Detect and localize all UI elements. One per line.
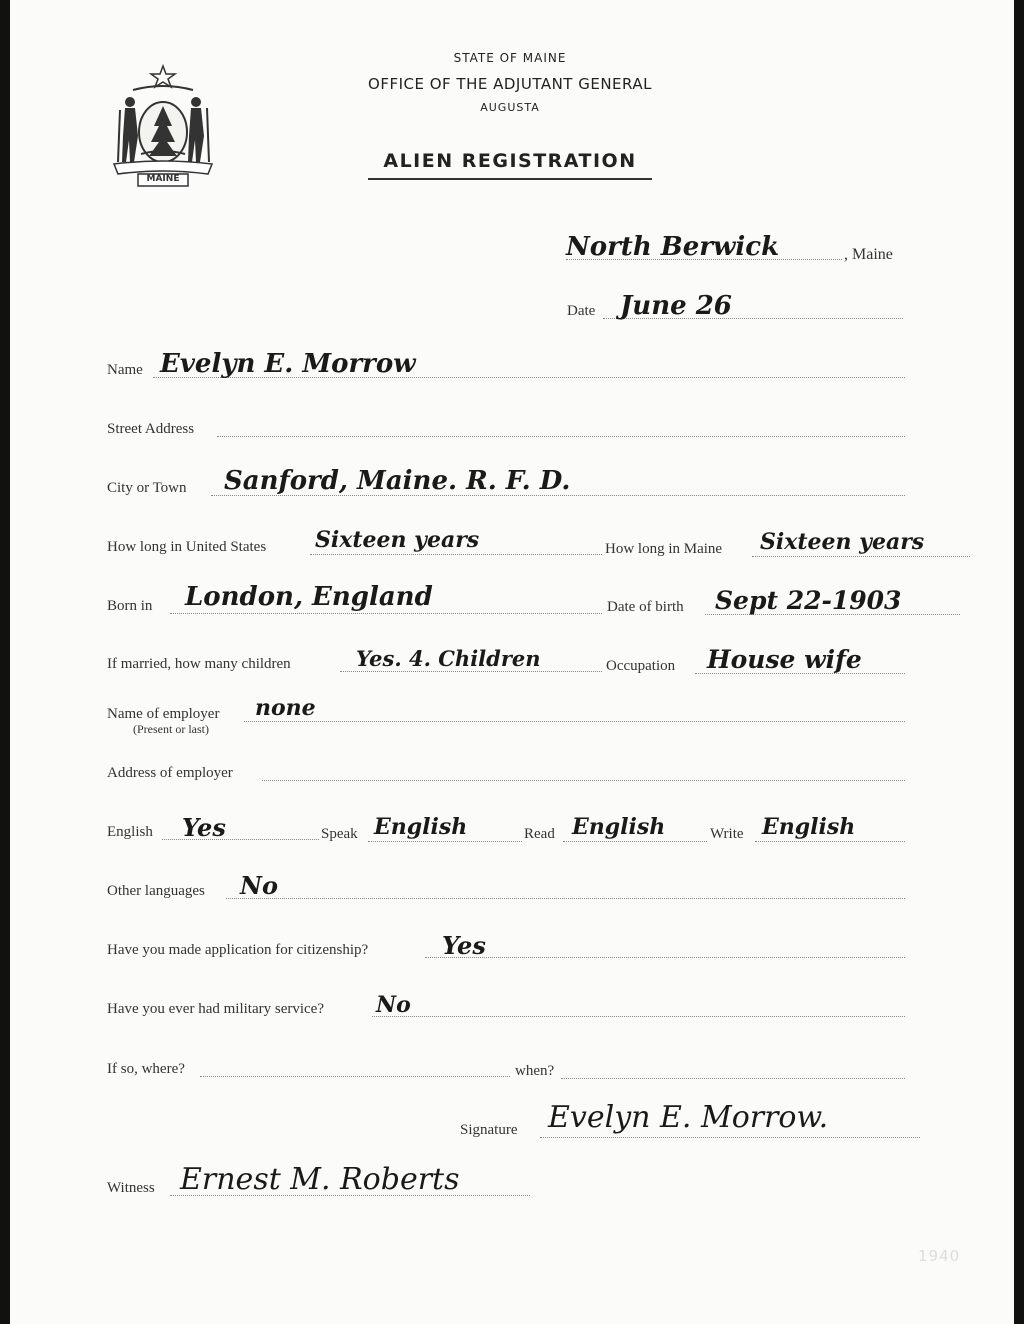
name-label: Name <box>107 362 143 378</box>
english-value: Yes <box>182 813 226 842</box>
us-years-value: Sixteen years <box>315 527 480 553</box>
location-line <box>566 259 842 260</box>
employer-address-line <box>262 780 905 781</box>
occupation-label: Occupation <box>606 658 676 674</box>
military-line <box>372 1016 905 1017</box>
other-languages-line <box>226 898 905 899</box>
born-in-label: Born in <box>107 598 153 614</box>
other-languages-label: Other languages <box>107 883 205 899</box>
state-seal-icon <box>108 62 218 188</box>
signature-label: Signature <box>460 1122 518 1138</box>
write-label: Write <box>710 826 744 842</box>
dob-value: Sept 22-1903 <box>715 586 902 615</box>
form-title: ALIEN REGISTRATION <box>383 150 637 172</box>
date-value: June 26 <box>620 291 732 321</box>
maine-years-line <box>752 556 970 557</box>
children-label: If married, how many children <box>107 656 291 672</box>
date-label: Date <box>567 303 596 319</box>
write-value: English <box>762 814 856 840</box>
title-underline <box>368 178 652 180</box>
maine-years-label: How long in Maine <box>605 541 723 557</box>
street-line <box>217 436 905 437</box>
witness-label: Witness <box>107 1180 155 1196</box>
employer-address-label: Address of employer <box>107 765 233 781</box>
where-label: If so, where? <box>107 1061 185 1077</box>
when-line <box>561 1078 905 1079</box>
military-label: Have you ever had military service? <box>107 1001 324 1017</box>
citizenship-line <box>425 957 905 958</box>
speak-line <box>368 841 522 842</box>
english-label: English <box>107 824 153 840</box>
dob-label: Date of birth <box>607 599 684 615</box>
witness-value: Ernest M. Roberts <box>180 1162 460 1197</box>
other-languages-value: No <box>240 871 278 900</box>
born-in-line <box>170 613 602 614</box>
city-heading: AUGUSTA <box>480 101 540 114</box>
children-line <box>340 671 602 672</box>
signature-line <box>540 1137 920 1138</box>
speak-label: Speak <box>321 826 358 842</box>
citizenship-value: Yes <box>442 931 486 960</box>
employer-sublabel: (Present or last) <box>133 722 209 736</box>
read-value: English <box>572 814 666 840</box>
us-years-label: How long in United States <box>107 539 267 555</box>
write-line <box>755 841 905 842</box>
name-value: Evelyn E. Morrow <box>160 349 416 379</box>
signature-value: Evelyn E. Morrow. <box>548 1100 829 1135</box>
read-label: Read <box>524 826 555 842</box>
military-value: No <box>376 992 411 1018</box>
registration-form <box>10 0 1014 1324</box>
location-state-label: , Maine <box>844 246 893 263</box>
employer-value: none <box>255 695 316 721</box>
when-label: when? <box>515 1063 555 1079</box>
occupation-value: House wife <box>707 645 862 674</box>
children-value: Yes. 4. Children <box>356 646 541 671</box>
employer-line <box>244 721 905 722</box>
born-in-value: London, England <box>185 582 433 612</box>
street-label: Street Address <box>107 421 195 437</box>
state-heading: STATE OF MAINE <box>453 51 567 65</box>
city-label: City or Town <box>107 480 187 496</box>
seal-banner-label: MAINE <box>146 174 180 184</box>
office-heading: OFFICE OF THE ADJUTANT GENERAL <box>368 75 652 93</box>
location-town: North Berwick <box>566 232 780 262</box>
us-years-line <box>310 554 602 555</box>
city-value: Sanford, Maine. R. F. D. <box>224 466 571 496</box>
speak-value: English <box>374 814 468 840</box>
received-stamp: 1940 <box>918 1247 961 1265</box>
read-line <box>563 841 707 842</box>
maine-years-value: Sixteen years <box>760 529 925 555</box>
where-line <box>200 1076 510 1077</box>
employer-label: Name of employer <box>107 706 220 722</box>
citizenship-label: Have you made application for citizenship? <box>107 942 369 958</box>
